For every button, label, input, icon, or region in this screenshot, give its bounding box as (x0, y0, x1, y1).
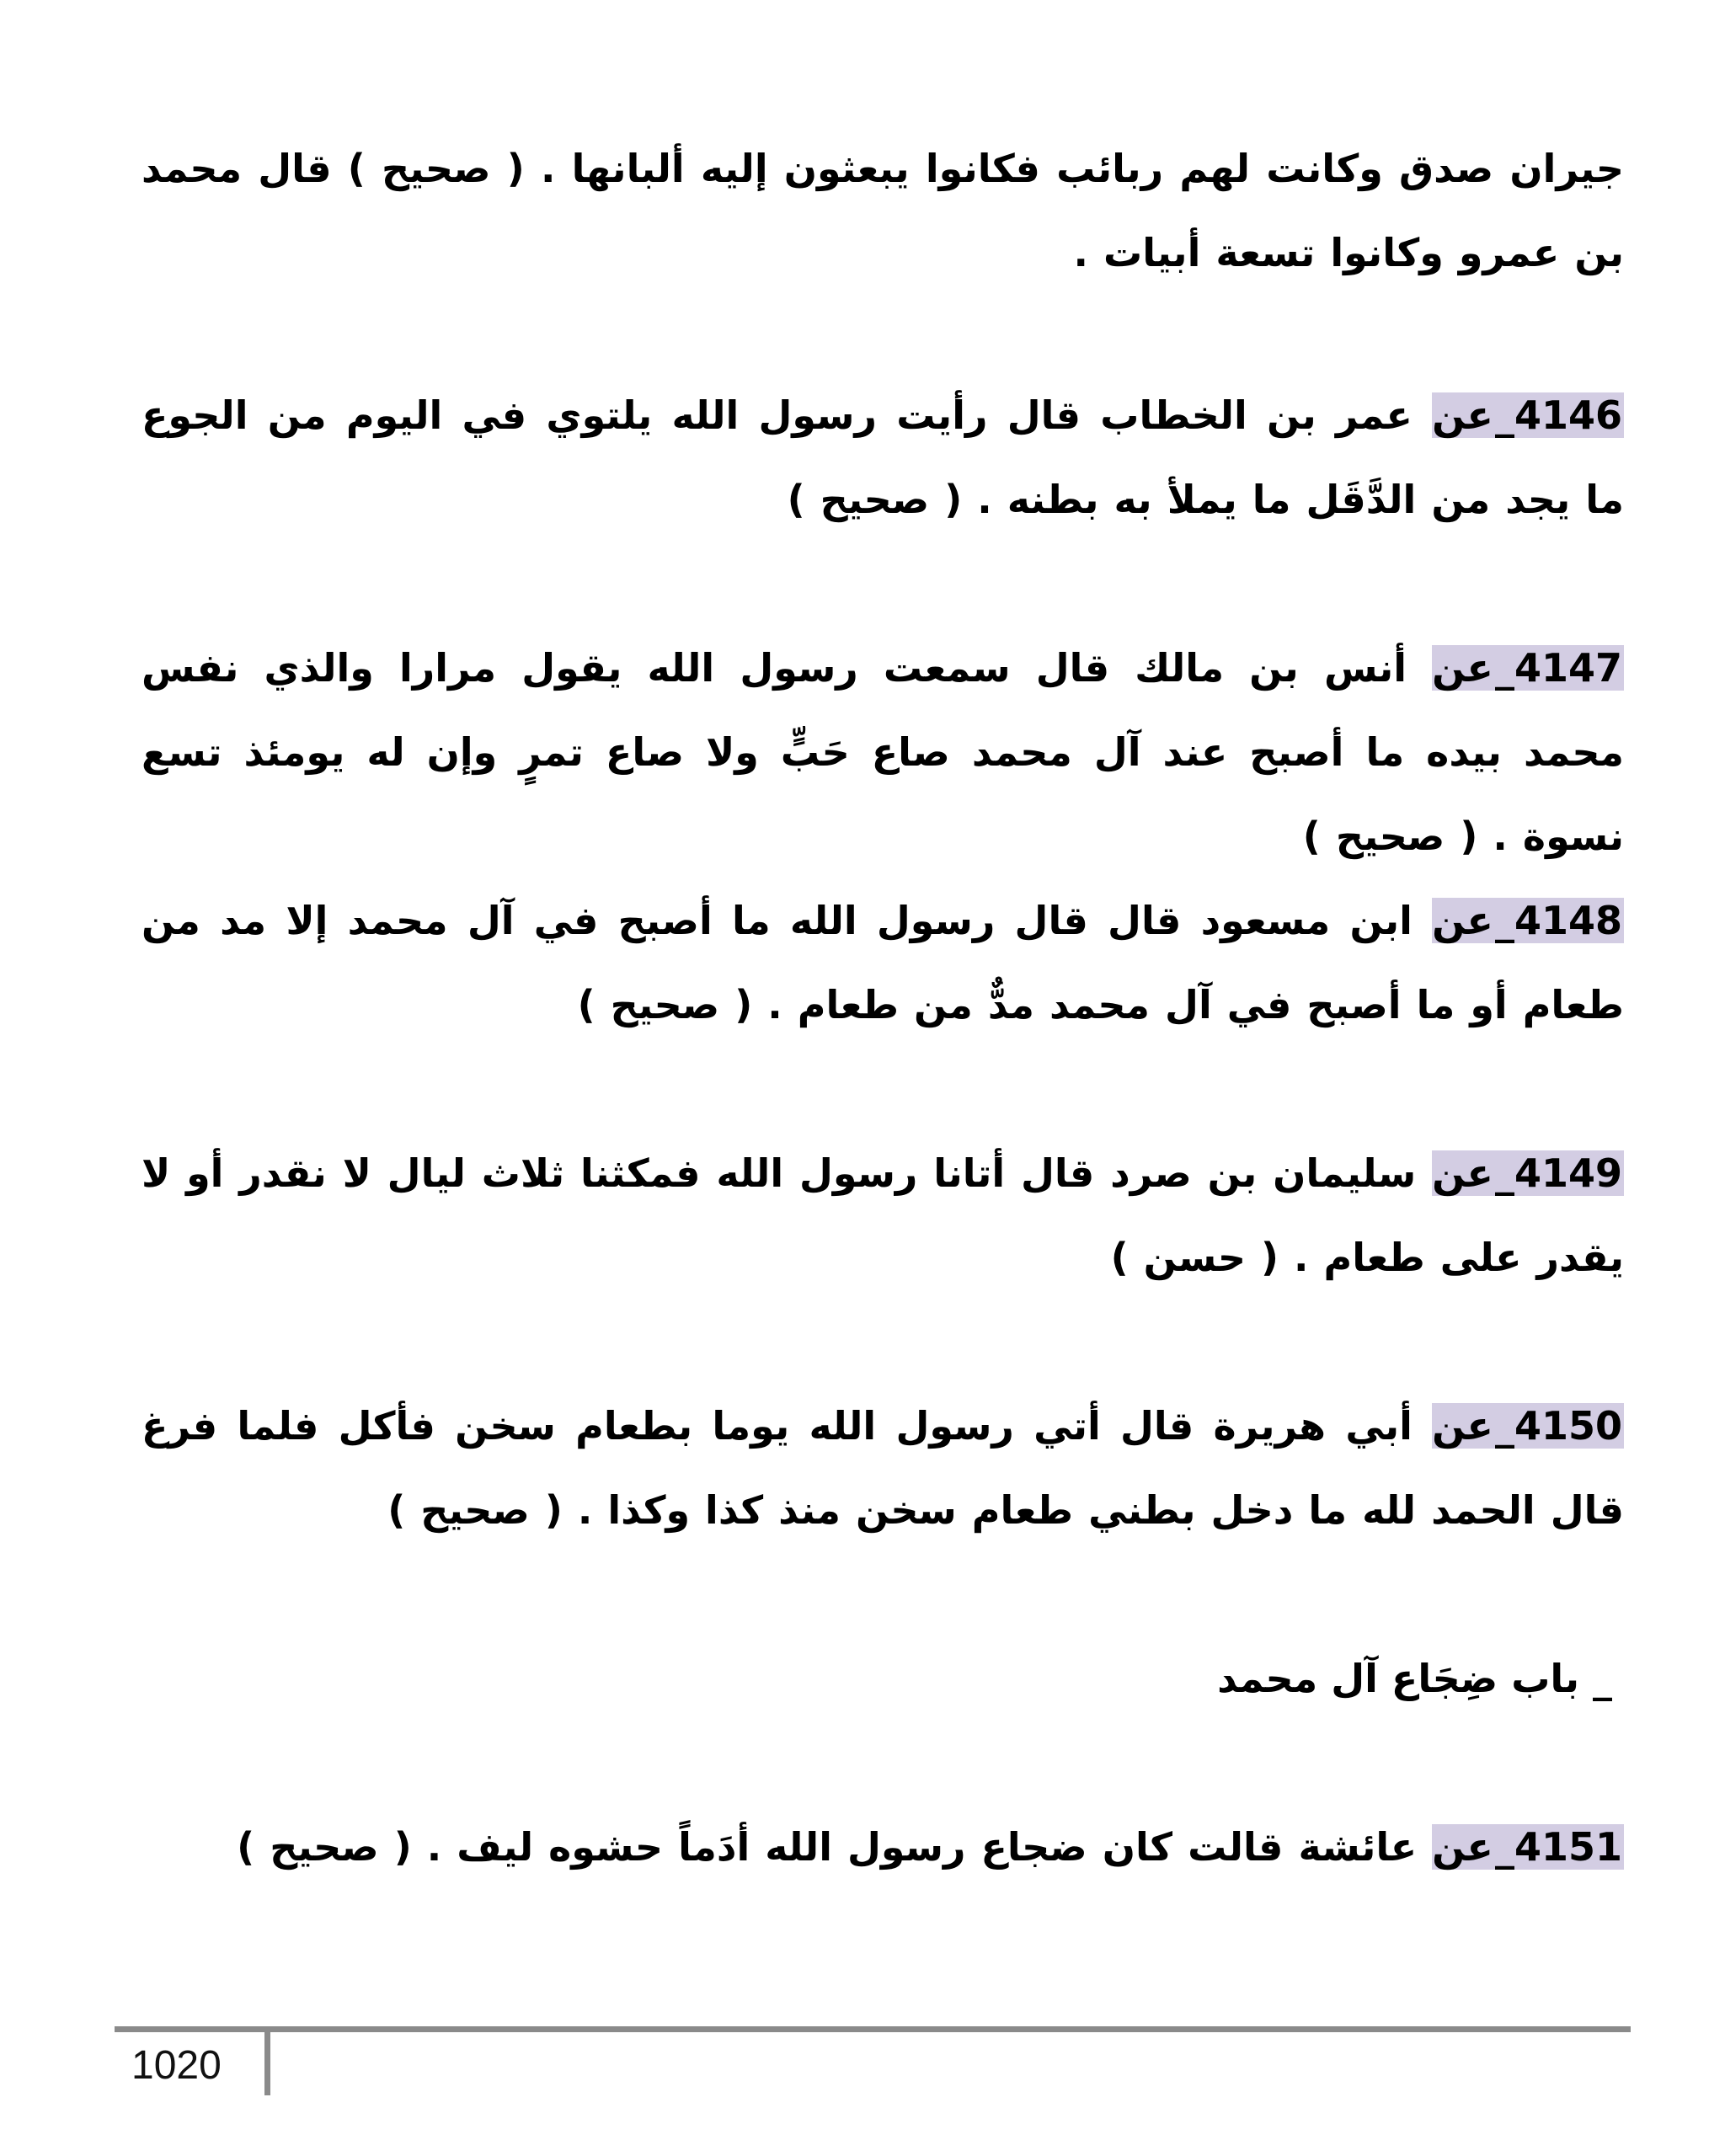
hadith-text: أبي هريرة قال أتي رسول الله يوما بطعام سخن فأكل فلما فرغ قال الحمد لله ما دخل بطني طعام سخن منذ كذا وكذا . ( صحيح ) (142, 1403, 1624, 1533)
hadith-4148 (142, 878, 1624, 1047)
hadith-number: 4151_ (1494, 1824, 1622, 1870)
footer-divider (264, 2026, 270, 2095)
hadith-4150 (142, 1384, 1624, 1552)
hadith-lead: عن (1432, 1403, 1493, 1449)
hadith-text: ابن مسعود قال قال رسول الله ما أصبح في آل محمد إلا مد من طعام أو ما أصبح في آل محمد مدٌّ من طعام . ( صحيح ) (142, 898, 1624, 1027)
hadith-4147 (142, 626, 1624, 878)
hadith-4146 (142, 373, 1624, 542)
hadith-lead: عن (1432, 392, 1493, 438)
hadith-4149 (142, 1131, 1624, 1299)
hadith-number: 4149_ (1494, 1150, 1622, 1196)
hadith-number: 4146_ (1494, 392, 1623, 438)
hadith-text: عمر بن الخطاب قال رأيت رسول الله يلتوي في اليوم من الجوع ما يجد من الدَّقَل ما يملأ به بطنه . ( صحيح ) (142, 392, 1624, 522)
hadith-text: عائشة قالت كان ضجاع رسول الله أدَماً حشوه ليف . ( صحيح ) (237, 1824, 1418, 1870)
footer-rule (115, 2026, 1631, 2032)
hadith-text: سليمان بن صرد قال أتانا رسول الله فمكثنا ثلاث ليال لا نقدر أو لا يقدر على طعام . ( حسن ) (142, 1150, 1624, 1280)
paragraph-text: جيران صدق وكانت لهم ربائب فكانوا يبعثون إليه ألبانها . ( صحيح ) قال محمد بن عمرو وكانوا تسعة أبيات . (142, 146, 1624, 275)
hadith-number: 4147_ (1494, 645, 1622, 691)
paragraph-continuation (142, 126, 1624, 295)
section-heading: _ باب ضِجَاع آل محمد (1217, 1656, 1612, 1701)
page-number: 1020 (131, 2043, 222, 2088)
hadith-lead: عن (1432, 898, 1493, 943)
hadith-number: 4150_ (1494, 1403, 1623, 1449)
hadith-text: أنس بن مالك قال سمعت رسول الله يقول مرارا والذي نفس محمد بيده ما أصبح عند آل محمد صاع حَبٍّ ولا صاع تمرٍ وإن له يومئذ تسع نسوة . ( صحيح ) (142, 645, 1624, 859)
hadith-lead: عن (1432, 645, 1493, 691)
hadith-lead: عن (1432, 1150, 1493, 1196)
hadith-number: 4148_ (1494, 898, 1622, 943)
hadith-lead: عن (1432, 1824, 1493, 1870)
hadith-4151 (142, 1805, 1624, 1889)
